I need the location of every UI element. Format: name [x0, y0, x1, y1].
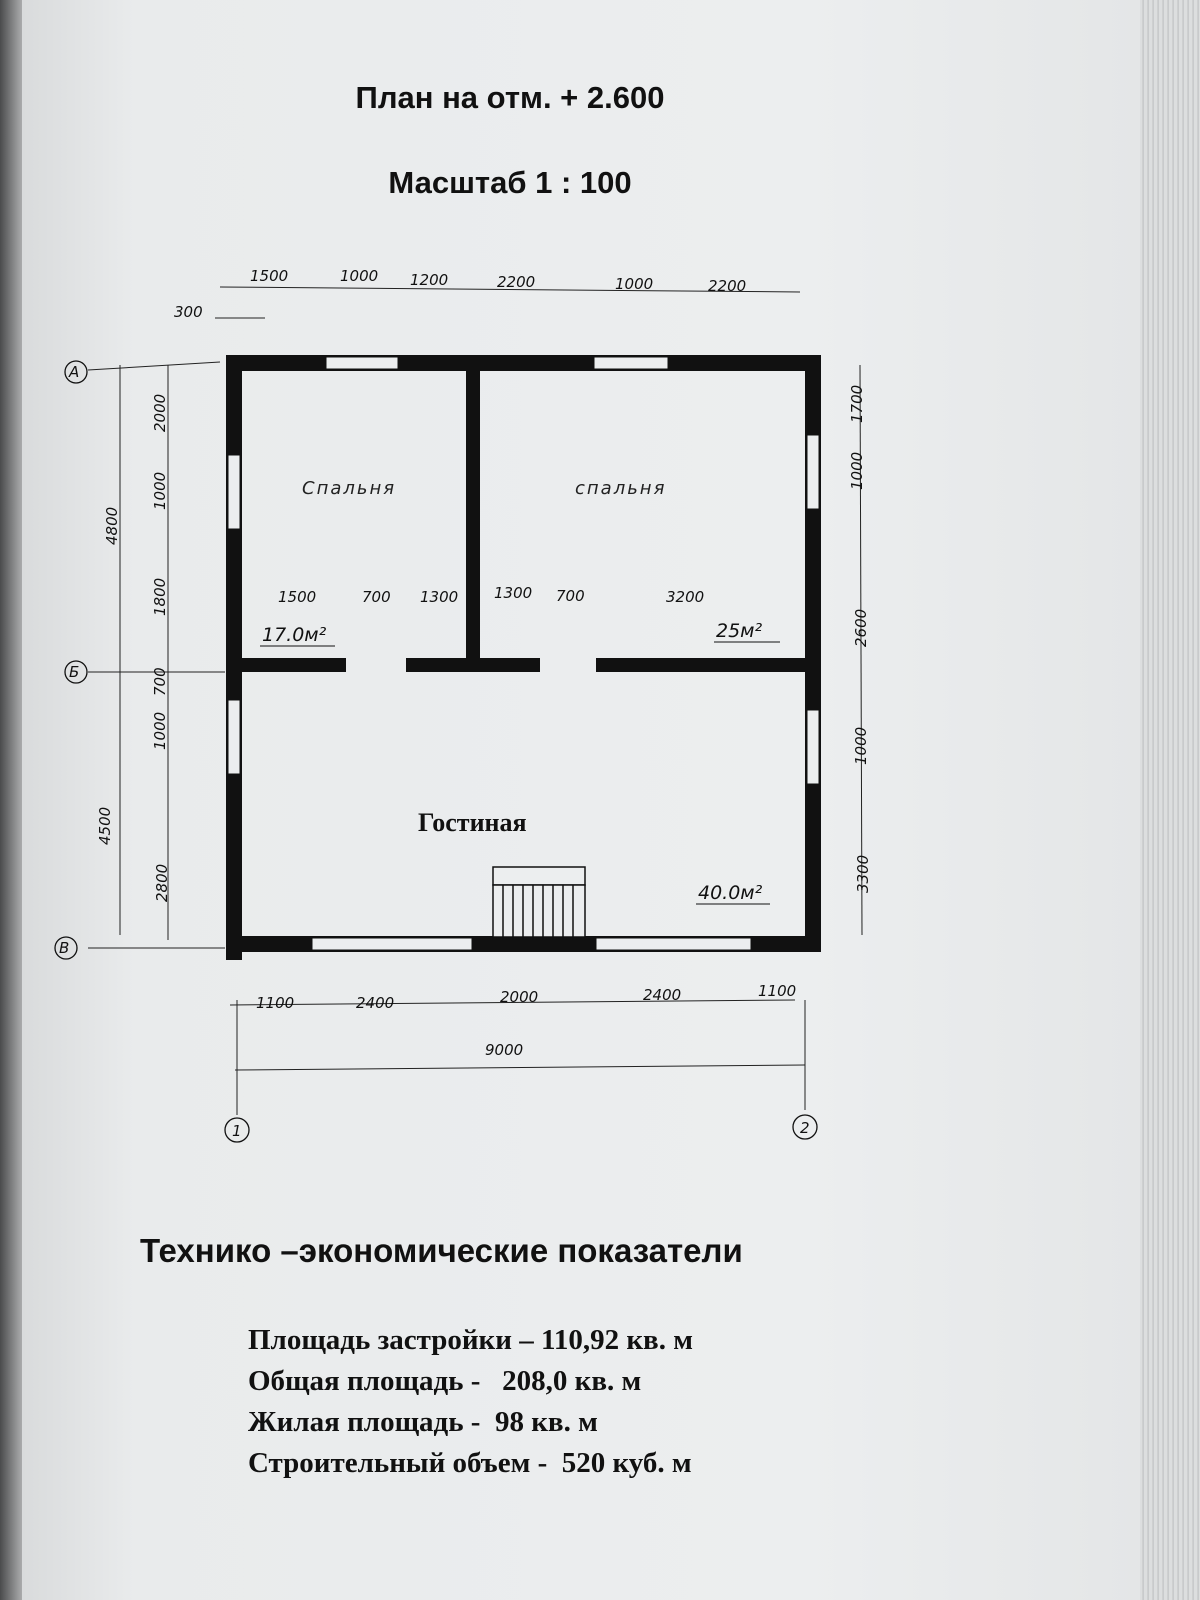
dim-right: 3300 — [854, 854, 872, 893]
dim-right: 1700 — [848, 384, 866, 423]
wall-mid-1 — [242, 658, 346, 672]
dim-bottom: 2000 — [500, 988, 539, 1006]
dim-inner: 700 — [362, 588, 391, 606]
window-left-1 — [228, 455, 240, 529]
window-right-1 — [807, 435, 819, 509]
page-stack-edge — [1140, 0, 1200, 1600]
tep-row — [248, 1361, 693, 1402]
tep-label: Жилая площадь - — [248, 1406, 495, 1438]
tep-title: Технико –экономические показатели — [140, 1232, 743, 1269]
dim-right: 1000 — [848, 451, 866, 490]
dim-bottom: 1100 — [256, 994, 295, 1012]
dim-left-inner: 2800 — [153, 863, 171, 902]
dim-inner: 1500 — [278, 588, 317, 606]
wall-left — [226, 355, 242, 960]
axis-b-label: Б — [69, 663, 80, 681]
dim-top-small: 300 — [174, 303, 203, 321]
window-top-1 — [326, 357, 398, 369]
axis-a-label: А — [69, 363, 80, 381]
tep-label: Площадь застройки – — [248, 1324, 541, 1356]
tep-list — [248, 1320, 693, 1484]
room-2-area: 25м² — [716, 620, 763, 642]
dim-bottom: 1100 — [758, 982, 797, 1000]
wall-mid-2 — [406, 658, 540, 672]
room-3-area: 40.0м² — [698, 882, 763, 904]
plan-scale: Масштаб 1 : 100 — [388, 165, 632, 200]
dim-top: 1500 — [250, 267, 289, 285]
dim-inner: 3200 — [666, 588, 705, 606]
dim-top: 2200 — [708, 277, 747, 295]
dim-left-inner: 2000 — [151, 393, 169, 432]
dims-top — [174, 267, 746, 321]
tep-value: 98 кв. м — [494, 1406, 598, 1438]
tep-value: 208,0 кв. м — [502, 1365, 642, 1397]
room-3-name: Гостиная — [418, 808, 527, 837]
dim-left-outer: 4500 — [96, 806, 114, 845]
dim-inner: 700 — [556, 587, 585, 605]
dims-right — [848, 385, 872, 893]
wall-top — [226, 355, 818, 371]
tep-row — [248, 1402, 693, 1443]
staircase — [493, 867, 585, 937]
tep-row — [248, 1443, 693, 1484]
window-right-2 — [807, 710, 819, 784]
window-bottom-2 — [596, 938, 751, 950]
plan-title: План на отм. + 2.600 — [355, 80, 665, 115]
dim-top: 1200 — [410, 271, 449, 289]
dims-bottom — [256, 982, 796, 1059]
dim-left-outer: 4800 — [103, 506, 121, 545]
axis-1-label: 1 — [232, 1122, 242, 1140]
window-bottom-1 — [312, 938, 472, 950]
dim-right: 1000 — [852, 726, 870, 765]
axis-2-label: 2 — [800, 1119, 810, 1137]
window-top-2 — [594, 357, 668, 369]
dim-left-inner: 1000 — [151, 711, 169, 750]
tep-row — [248, 1320, 693, 1361]
dims-left — [96, 394, 171, 902]
dim-left-inner: 1800 — [151, 577, 169, 616]
windows — [228, 357, 819, 950]
room-1-name: Спальня — [302, 478, 397, 499]
tep-value: 520 куб. м — [561, 1447, 692, 1479]
dim-inner: 1300 — [494, 584, 533, 602]
window-left-2 — [228, 700, 240, 774]
dim-top: 1000 — [340, 267, 379, 285]
tep-label: Строительный объем - — [248, 1447, 562, 1479]
dim-left-inner: 1000 — [151, 471, 169, 510]
tep-value: 110,92 кв. м — [540, 1324, 693, 1356]
dim-total: 9000 — [485, 1041, 524, 1059]
area-underlines — [260, 642, 780, 904]
axis-markers — [55, 361, 817, 1142]
dim-top: 1000 — [615, 275, 654, 293]
dim-top: 2200 — [497, 273, 536, 291]
axis-v-label: В — [59, 939, 70, 957]
dim-right: 2600 — [852, 608, 870, 647]
room-1-area: 17.0м² — [262, 624, 327, 646]
wall-partition — [466, 370, 480, 665]
dim-left-inner: 700 — [151, 667, 169, 696]
dim-inner: 1300 — [420, 588, 459, 606]
tep-label: Общая площадь - — [248, 1365, 503, 1397]
dim-bottom: 2400 — [356, 994, 395, 1012]
dims-inner — [278, 584, 704, 606]
dim-bottom: 2400 — [643, 986, 682, 1004]
axis-labels — [59, 363, 810, 1140]
wall-mid-3 — [596, 658, 806, 672]
room-2-name: спальня — [575, 478, 667, 499]
